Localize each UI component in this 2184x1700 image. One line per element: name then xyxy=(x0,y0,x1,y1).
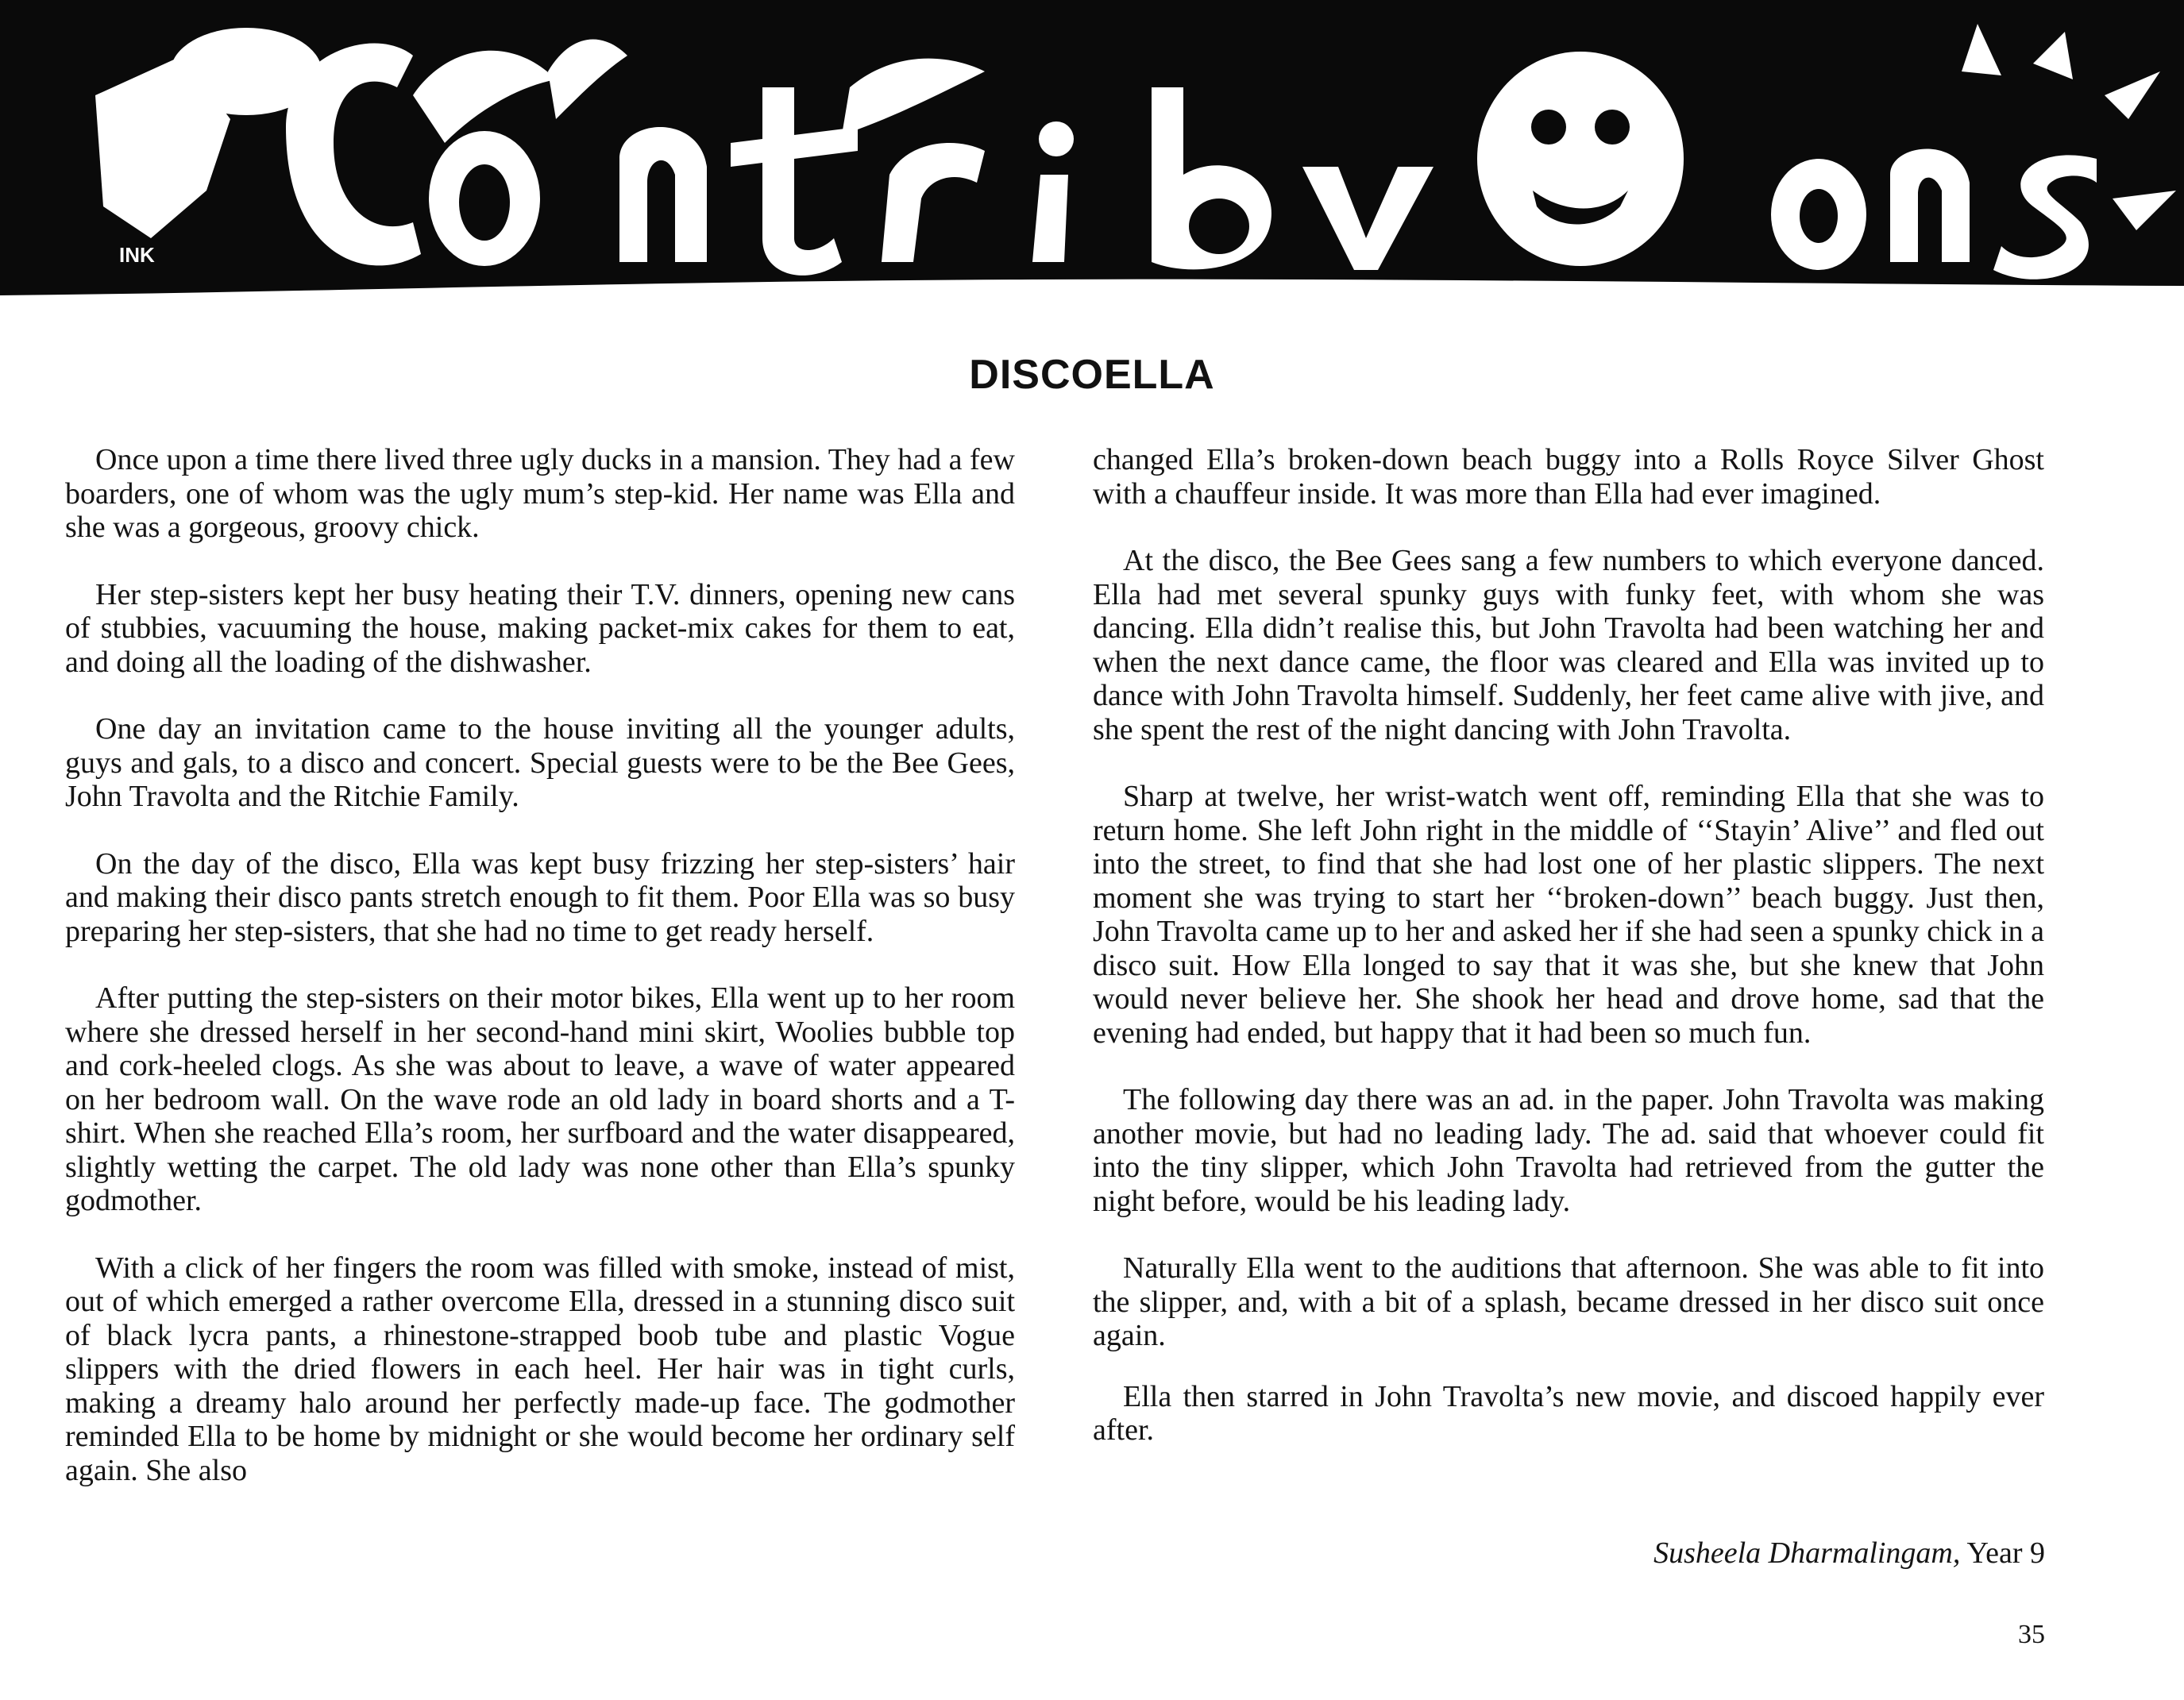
paragraph: At the disco, the Bee Gees sang a few numbers to which everyone danced. Ella had met several spunky guys with funky feet, with whom she was dancing. Ella didn’t realise this, but John Travolta had been watching her and when the next dance came, the floor was cleared and Ella was invited up to dance with John Travolta himself. Suddenly, her feet came alive with jive, and she spent the rest of the night dancing with John Travolta. xyxy=(1093,544,2044,746)
paragraph: Once upon a time there lived three ugly ducks in a mansion. They had a few boarders, one of whom was the ugly mum’s step-kid. Her name was Ella and she was a gorgeous, groovy chick. xyxy=(65,443,1015,544)
author-name: Susheela Dharmalingam, xyxy=(1653,1536,1961,1570)
author-year: Year 9 xyxy=(1966,1536,2045,1570)
paragraph: One day an invitation came to the house inviting all the younger adults, guys and gals, to a disco and concert. Special guests were to be the Bee Gees, John Travolta and the Ritchie Family. xyxy=(65,712,1015,813)
story-title: DISCOELLA xyxy=(969,352,1215,398)
paragraph-continuation: changed Ella’s broken-down beach buggy into a Rolls Royce Silver Ghost with a chauffeur inside. It was more than Ella had ever imagined. xyxy=(1093,443,2044,511)
right-column xyxy=(1093,443,2044,1481)
paragraph: The following day there was an ad. in the paper. John Travolta was making another movie, but had no leading lady. The ad. said that whoever could fit into the tiny slipper, which John Travolta had retrieved from the gutter the night before, would be his leading lady. xyxy=(1093,1083,2044,1218)
page-number: 35 xyxy=(2018,1620,2045,1649)
paragraph: On the day of the disco, Ella was kept busy frizzing her step-sisters’ hair and making their disco pants stretch enough to fit them. Poor Ella was so busy preparing her step-sisters, that she had no time to get ready herself. xyxy=(65,846,1015,948)
paragraph: Ella then starred in John Travolta’s new movie, and discoed happily ever after. xyxy=(1093,1379,2044,1447)
left-column xyxy=(65,443,1015,1521)
paragraph: Naturally Ella went to the auditions that afternoon. She was able to fit into the slipper, and, with a bit of a splash, became dressed in her disco suit once again. xyxy=(1093,1251,2044,1352)
paragraph: After putting the step-sisters on their motor bikes, Ella went up to her room where she dressed herself in her second-hand mini skirt, Woolies bubble top and cork-heeled clogs. As she was about to leave, a wave of water appeared on her bedroom wall. On the wave rode an old lady in board shorts and a T-shirt. When she reached Ella’s room, her surfboard and the water disappeared, slightly wetting the carpet. The old lady was none other than Ella’s spunky godmother. xyxy=(65,981,1015,1217)
paragraph: Sharp at twelve, her wrist-watch went off, reminding Ella that she was to return home. She left John right in the middle of ‘‘Stayin’ Alive’’ and fled out into the street, to find that she had lost one of her plastic slippers. The next moment she was trying to start her ‘‘broken-down’’ beach buggy. Just then, John Travolta came up to her and asked her if she had seen a spunky chick in a disco suit. How Ella longed to say that it was she, but she knew that John would never believe her. She shook her head and drove home, sad that the evening had ended, but happy that it had been so much fun. xyxy=(1093,780,2044,1050)
ink-label: INK xyxy=(119,243,155,267)
paragraph: Her step-sisters kept her busy heating their T.V. dinners, opening new cans of stubbies, vacuuming the house, making packet-mix cakes for them to eat, and doing all the loading of the dishwasher. xyxy=(65,577,1015,679)
paragraph: With a click of her fingers the room was filled with smoke, instead of mist, out of which emerged a rather overcome Ella, dressed in a stunning disco suit of black lycra pants, a rhinestone-strapped boob tube and plastic Vogue slippers with the dried flowers in each heel. Her hair was in tight curls, making a dreamy halo around her perfectly made-up face. The godmother reminded Ella to be home by midnight or she would become her ordinary self again. She also xyxy=(65,1251,1015,1487)
author-signature xyxy=(1653,1536,2045,1570)
contributions-artwork xyxy=(0,0,2184,295)
contributions-banner xyxy=(0,0,2184,295)
